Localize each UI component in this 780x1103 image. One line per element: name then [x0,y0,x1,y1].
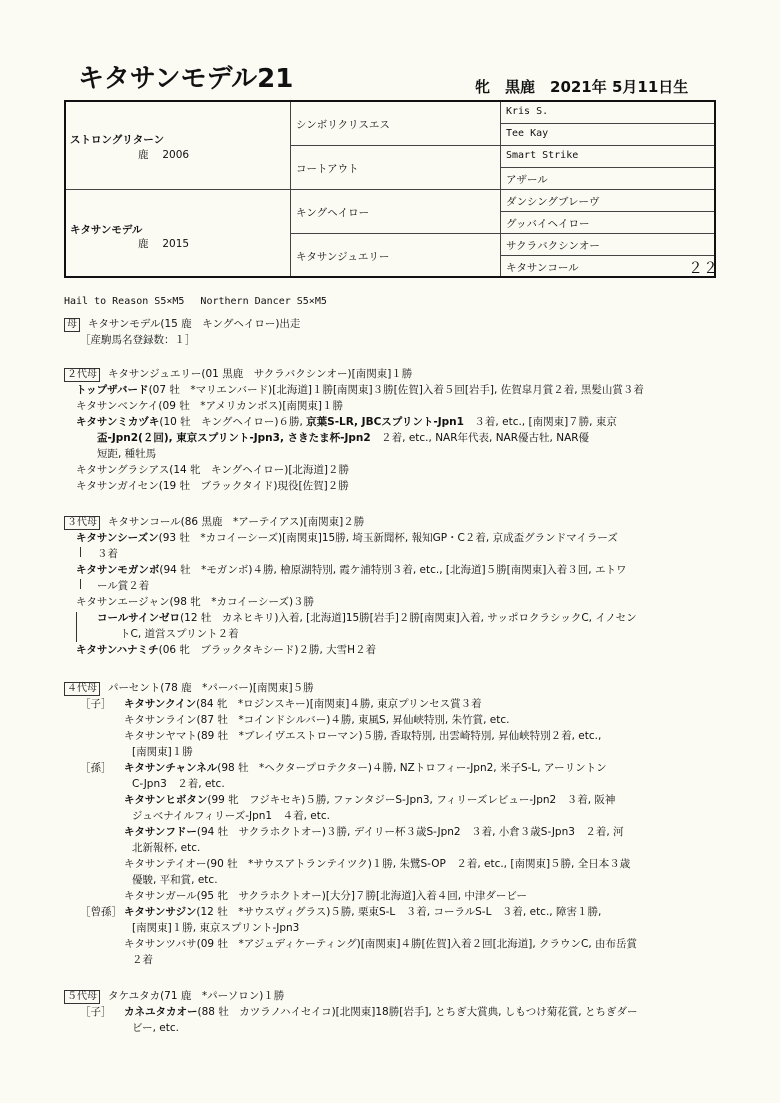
list-item-cont: ジュベナイルフィリーズ-Jpn1 ４着, etc. [132,810,330,822]
inbreeding-crosses: Hail to Reason S5×M5 Northern Dancer S5×M5 [64,296,327,307]
ped-g5: ダンシングブレーヴ [506,196,600,208]
ped-g3: Smart Strike [506,150,579,161]
list-item: キタサンフドー(94 牡 サクラホクトオー)３勝, デイリー杯３歳S-Jpn2 ３着, 小倉３歳S-Jpn3 ２着, 河 [124,826,624,838]
list-item: キタサンガール(95 牝 サクラホクトオー)[大分]７勝[北海道]入着４回, 中津ダービー [124,890,527,902]
great-grandchildren-label: ［曾孫］ [80,906,122,918]
list-item: キタサンモガンボ(94 牡 *モガンボ)４勝, 檜原湖特別, 霞ケ浦特別３着, etc., [北海道]５勝[南関東]入着３回, エトワ [76,564,627,576]
page-title: キタサンモデル21 [78,64,294,94]
list-item: キタサンヤマト(89 牡 *ブレイヴエストローマン)５勝, 香取特別, 出雲崎特別, 昇仙峡特別２着, etc., [124,730,602,742]
list-item-cont: 盃-Jpn2(２回), 東京スプリント-Jpn3, さきたま杯-Jpn2 ２着, etc., NAR年代表, NAR優古牡, NAR優 [97,432,590,444]
list-item: キタサンハナミチ(06 牝 ブラックタキシード)２勝, 大雪H２着 [76,644,377,656]
list-item: カネユタカオー(88 牡 カツラノハイセイコ)[北関東]18勝[岩手], とちぎ大賞典, しもつけ菊花賞, とちぎダー [124,1006,638,1018]
second-dam-line: ２代母 キタサンジュエリー(01 黒鹿 サクラバクシンオー)[南関東]１勝 [64,366,412,382]
list-item: キタサンクイン(84 牝 *ロジンスキー)[南関東]４勝, 東京プリンセス賞３着 [124,698,482,710]
list-item-cont: ３着 [97,548,118,560]
dam-info: 鹿 2015 [138,238,190,250]
list-item: キタサンミカヅキ(10 牡 キングヘイロー)６勝, 京葉S-LR, JBCスプリント-Jpn1 ３着, etc., [南関東]７勝, 東京 [76,416,617,428]
list-item-cont: ビー, etc. [132,1022,179,1034]
dam-sire: キングヘイロー [296,207,370,219]
horse-meta: 牝 黒鹿 2021年 5月11日生 [475,78,689,96]
list-item-cont: C-Jpn3 ２着, etc. [132,778,225,790]
list-item-cont: [南関東]１勝 [132,746,193,758]
third-dam-label: ３代母 [64,516,100,530]
fifth-dam-label: ５代母 [64,990,100,1004]
second-dam-label: ２代母 [64,368,100,382]
list-item: キタサンヒボタン(99 牝 フジキセキ)５勝, ファンタジーS-Jpn3, フィリーズレビュー-Jpn2 ３着, 阪神 [124,794,616,806]
children-label: ［子］ [80,698,112,710]
ped-g1: Kris S. [506,106,549,117]
grandchildren-label: ［孫］ [80,762,112,774]
list-item: キタサンエージャン(98 牝 *カコイーシーズ)３勝 [76,596,315,608]
ped-g4: アザール [506,174,548,186]
list-item: キタサンライン(87 牡 *コインドシルバー)４勝, 東風S, 昇仙峡特別, 朱竹賞, etc. [124,714,510,726]
fifth-dam-line: ５代母 タケユタカ(71 鹿 *パーソロン)１勝 [64,988,284,1004]
list-item-cont: トC, 道営スプリント２着 [120,628,239,640]
list-item: トップザバード(07 牡 *マリエンバード)[北海道]１勝[南関東]３勝[佐賀]入着５回[岩手], 佐賀皐月賞２着, 黒髪山賞３着 [76,384,644,396]
dam-label: 母 [64,318,80,332]
dam-line: 母 キタサンモデル(15 鹿 キングヘイロー)出走 [64,316,300,332]
dam-registration: ［産駒馬名登録数：１］ [80,334,196,346]
list-item: キタサンシーズン(93 牡 *カコイーシーズ)[南関東]15勝, 埼玉新聞杯, 報知GP・C２着, 京成盃グランドマイラーズ [76,532,618,544]
ped-g8: キタサンコール [506,262,579,274]
fourth-dam-line: ４代母 パーセント(78 鹿 *パーバー)[南関東]５勝 [64,680,314,696]
list-item-cont: 短距, 種牡馬 [97,448,157,460]
list-item-cont: 北新報杯, etc. [132,842,201,854]
ped-g7: サクラバクシンオー [506,240,600,252]
list-item: キタサンツバサ(09 牡 *アジュディケーティング)[南関東]４勝[佐賀]入着２回[北海道], クラウンC, 由布岳賞 [124,938,638,950]
sire-info: 鹿 2006 [138,149,190,161]
list-item: キタサンテイオー(90 牡 *サウスアトランテイツク)１勝, 朱鷺S-OP ２着, etc., [南関東]５勝, 全日本３歳 [124,858,631,870]
fourth-dam-label: ４代母 [64,682,100,696]
list-item-cont: ール賞２着 [97,580,150,592]
list-item: コールサインゼロ(12 牡 カネヒキリ)入着, [北海道]15勝[岩手]２勝[南関東]入着, サッポロクラシックC, イノセン [97,612,637,624]
sire-dam: コートアウト [296,163,359,175]
pedigree-table [64,100,719,278]
list-item: キタサンサジン(12 牡 *サウスヴィグラス)５勝, 栗東S-L ３着, コーラルS-L ３着, etc., 障害１勝, [124,906,602,918]
third-dam-line: ３代母 キタサンコール(86 黒鹿 *アーテイアス)[南関東]２勝 [64,514,364,530]
list-item: キタサンチャンネル(98 牡 *ヘクタープロテクター)４勝, NZトロフィー-Jpn2, 米子S-L, アーリントン [124,762,607,774]
list-item-cont: 優駿, 平和賞, etc. [132,874,218,886]
sire-sire: シンボリクリスエス [296,119,390,131]
list-item-cont: ２着 [132,954,153,966]
list-item: キタサンベンケイ(09 牡 *アメリカンボス)[南関東]１勝 [76,400,344,412]
list-item-cont: [南関東]１勝, 東京スプリント-Jpn3 [132,922,300,934]
page-number: ２２ [688,259,719,277]
ped-g2: Tee Kay [506,128,549,139]
dam-dam: キタサンジュエリー [296,251,390,263]
dam-name: キタサンモデル [70,224,143,236]
list-item: キタサングラシアス(14 牝 キングヘイロー)[北海道]２勝 [76,464,350,476]
ped-g6: グッバイヘイロー [506,218,590,230]
sire-name: ストロングリターン [70,134,165,146]
list-item: キタサンガイセン(19 牡 ブラックタイド)現役[佐賀]２勝 [76,480,349,492]
children-label: ［子］ [80,1006,112,1018]
